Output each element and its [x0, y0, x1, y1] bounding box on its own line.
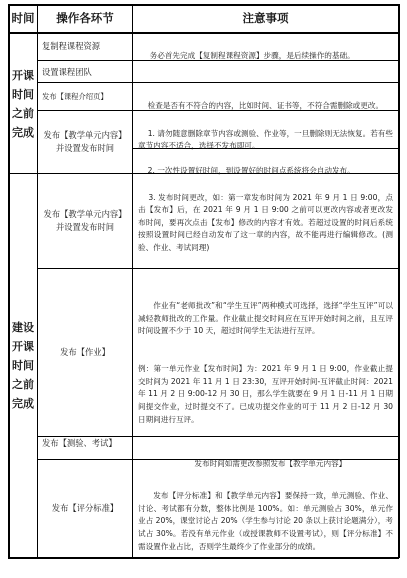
note-paragraph: 发布【评分标准】和【教学单元内容】要保持一致，单元测验、作业、讨论、考试都有分数，整体比例是 100%。如：单元测验占 30%，单元作业占 20%，课堂讨论占 20%（学生参与讨论 20 条以上获讨论题满分），考试占 30%。若没有单元作业（或授课教师不设置考试），则【评分标准】不需设置作业占比，否则学生最终少了作业部分的成绩。 [138, 491, 393, 551]
note-paragraph: 作业有“老师批改”和“学生互评”两种模式可选择，选择“学生互评”可以减轻教师批改的工作量。作业截止提交时间应在互评开始时间之前，且互评时间设置不少于 10 天，超过时间学生无法进行互评。 [138, 301, 393, 336]
phase-char: 时间 [12, 359, 34, 372]
row-rule [37, 82, 399, 83]
note-paragraph: 例：第一单元作业【发布时间】为：2021 年 9 月 1 日 9:00，作业截止提交时间为 2021 年 11 月 1 日 23:30，互评开始时间-互评截止时间：2021 年 11 月 2 日 9:00-12 月 30 日，那么学生就要在 9 月 1 日-11 月 1 日期间提交作业，过时提交不了。已成功提交作业的可于 11 月 2 日-12 月 30 日期间进行互评。 [138, 364, 393, 424]
header-note-label: 注意事项 [242, 11, 289, 25]
phase-char: 之前 [12, 106, 34, 120]
header-op-label: 操作各环节 [56, 11, 114, 25]
note-course-team [133, 61, 398, 82]
phase-char: 完成 [12, 397, 34, 410]
phase-char: 开课 [12, 68, 34, 82]
phase-label-before-build [9, 174, 37, 557]
note-publish-quiz-exam: 发布时间如需更改参照发布【教学单元内容】 [194, 459, 347, 468]
phase-char: 建设 [12, 321, 34, 334]
op-publish-quiz-exam: 发布【测验、考试】 [42, 438, 117, 448]
header-time-label: 时间 [11, 11, 35, 25]
note-publish-homework [133, 272, 398, 436]
phase-char: 之前 [12, 378, 34, 391]
note-publish-units-3: 3. 发布时间更改，如：第一章发布时间为 2021 年 9 月 1 日 9:00，点击【发布】后，在 2021 年 9 月 1 日 9:00 之前可以更改内容或者更改发布时间，要再次点击【发布】修改的内容才有效。若超过设置的时间后系统按照设置时间已经自动发布了这一章的内容，故不能再进行编辑修改。(测验、作业、考试同理) [138, 192, 393, 252]
header-note [133, 5, 398, 32]
header-time [9, 5, 37, 32]
op-publish-grading: 发布【评分标准】 [51, 503, 119, 513]
op-copy-resources: 复制程课程资源 [42, 41, 101, 51]
note-publish-units-1: 1. 请勿随意删除章节内容或测验、作业等，一旦删除则无法恢复。若有些章节内容不适合，选择不发布即可。 [138, 128, 393, 151]
phase-label-before-start [9, 34, 37, 173]
phase-char: 完成 [12, 125, 34, 139]
note-publish-units-2: 2. 一次性设置好时间，到设置好的时间点系统将会自动发布。 [147, 165, 355, 175]
phase-char: 时间 [12, 87, 34, 101]
table-border-right [398, 4, 400, 558]
header-op [38, 5, 132, 32]
phase-char: 开课 [12, 340, 34, 353]
op-publish-units-1: 发布【教学单元内容】并设置发布时间 [43, 130, 127, 153]
note-copy-resources: 务必首先完成【复制程课程资源】步骤，是后续操作的基础。 [149, 50, 355, 60]
op-course-team: 设置课程团队 [42, 67, 92, 77]
op-publish-homework: 发布【作业】 [60, 347, 110, 357]
op-publish-units-3: 发布【教学单元内容】并设置发布时间 [43, 209, 127, 232]
note-publish-grading [133, 462, 398, 557]
op-course-intro-page: 发布【课程介绍页】 [42, 92, 108, 101]
note-course-intro-page: 检查是否有不符合的内容，比如时间、证书等，不符合需删除或更改。 [147, 100, 384, 110]
